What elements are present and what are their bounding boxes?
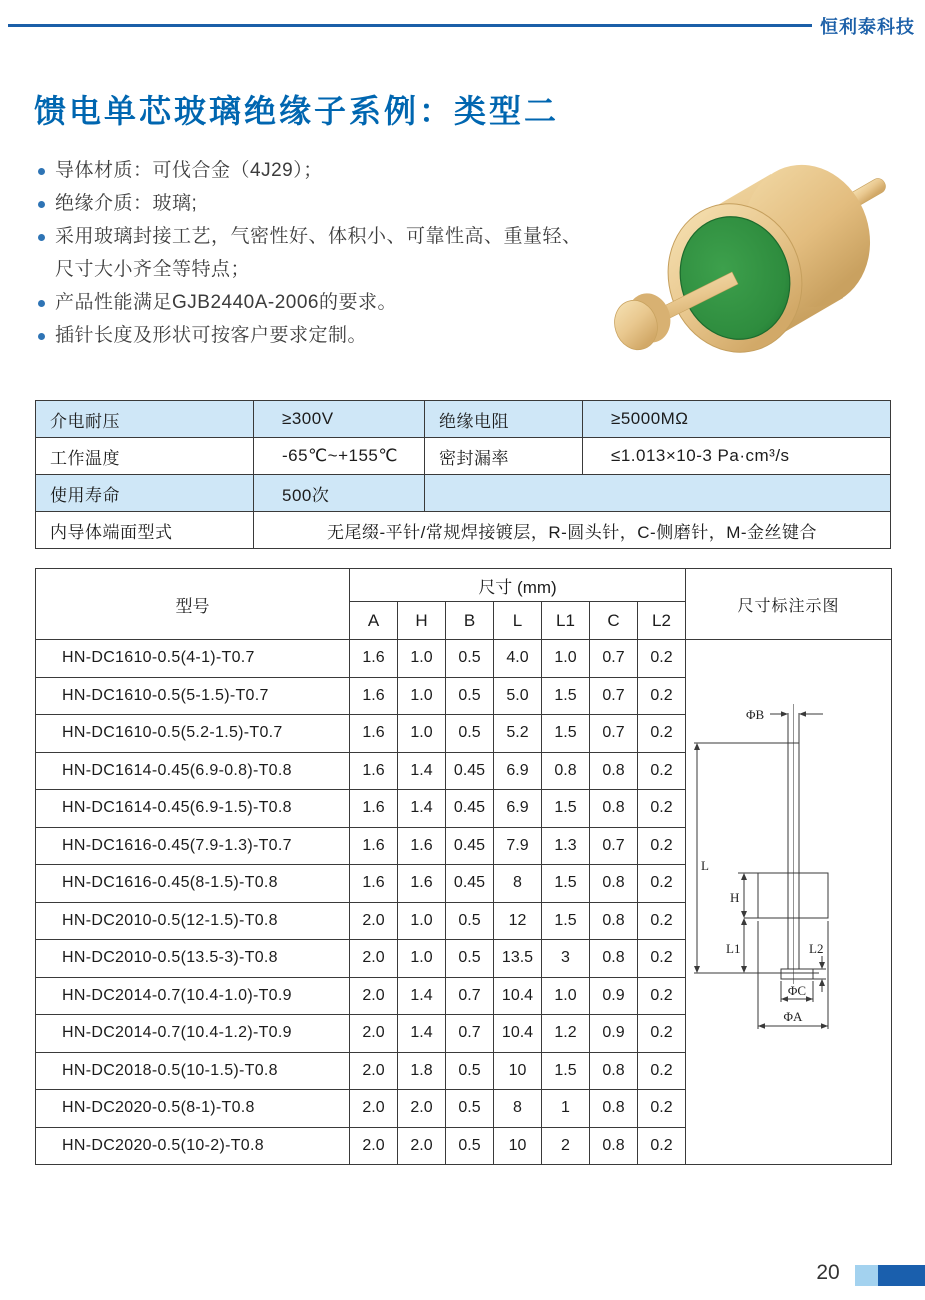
dim-value-cell: 1.5: [542, 790, 590, 828]
dim-value-cell: 0.2: [638, 640, 686, 678]
dim-value-cell: 0.45: [446, 865, 494, 903]
model-cell: HN-DC1610-0.5(4-1)-T0.7: [36, 640, 350, 678]
table-row: [36, 1090, 686, 1128]
col-header-L: L: [494, 602, 542, 640]
dim-value-cell: 0.2: [638, 940, 686, 978]
spec-label: 使用寿命: [36, 475, 254, 512]
company-name: 恒利泰科技: [820, 17, 915, 37]
dim-value-cell: 2.0: [398, 1127, 446, 1165]
dim-value-cell: 0.8: [590, 1052, 638, 1090]
dim-value-cell: 0.7: [446, 977, 494, 1015]
dim-value-cell: 0.5: [446, 677, 494, 715]
spec-empty-cell: [425, 475, 891, 512]
dim-value-cell: 1.0: [398, 677, 446, 715]
dim-value-cell: 10: [494, 1127, 542, 1165]
dim-table-body: [36, 640, 686, 1165]
spec-label: 工作温度: [36, 438, 254, 475]
page-number: 20: [816, 1261, 840, 1284]
dim-value-cell: 2.0: [350, 1015, 398, 1053]
col-header-L2: L2: [638, 602, 686, 640]
model-cell: HN-DC1610-0.5(5-1.5)-T0.7: [36, 677, 350, 715]
dim-value-cell: 2.0: [350, 1090, 398, 1128]
feature-item: [38, 325, 603, 347]
dim-value-cell: 1.6: [350, 827, 398, 865]
dim-value-cell: 0.2: [638, 715, 686, 753]
feature-text: 采用玻璃封接工艺，气密性好、体积小、可靠性高、重量轻、: [55, 226, 582, 247]
model-cell: HN-DC1614-0.45(6.9-1.5)-T0.8: [36, 790, 350, 828]
model-cell: HN-DC1614-0.45(6.9-0.8)-T0.8: [36, 752, 350, 790]
model-cell: HN-DC2010-0.5(13.5-3)-T0.8: [36, 940, 350, 978]
spec-value: ≥5000MΩ: [583, 401, 891, 438]
dim-label-L: L: [701, 858, 709, 873]
spec-row-lifetime: [36, 475, 891, 512]
dim-label-L1: L1: [726, 941, 741, 956]
dim-value-cell: 1.6: [398, 865, 446, 903]
feature-text: 尺寸大小齐全等特点；: [55, 259, 251, 280]
dim-value-cell: 1: [542, 1090, 590, 1128]
table-row: [36, 715, 686, 753]
table-row: [36, 752, 686, 790]
col-header-A: A: [350, 602, 398, 640]
dim-value-cell: 0.8: [590, 940, 638, 978]
dim-value-cell: 2.0: [350, 940, 398, 978]
dim-value-cell: 0.5: [446, 902, 494, 940]
dim-value-cell: 1.4: [398, 1015, 446, 1053]
dim-value-cell: 0.2: [638, 865, 686, 903]
dim-value-cell: 5.0: [494, 677, 542, 715]
feature-item: [38, 226, 603, 248]
dim-value-cell: 1.6: [350, 677, 398, 715]
dim-value-cell: 2: [542, 1127, 590, 1165]
dim-value-cell: 0.2: [638, 1127, 686, 1165]
col-header-L1: L1: [542, 602, 590, 640]
dim-header-row-1: [36, 569, 686, 602]
page-title: 馈电单芯玻璃绝缘子系例：类型二: [34, 93, 560, 129]
feature-text: 产品性能满足GJB2440A-2006的要求。: [55, 292, 397, 313]
spec-row-temperature: [36, 438, 891, 475]
table-row: [36, 677, 686, 715]
spec-row-voltage: [36, 401, 891, 438]
dim-value-cell: 0.8: [590, 1127, 638, 1165]
dim-value-cell: 0.8: [590, 790, 638, 828]
spec-label: 密封漏率: [425, 438, 583, 475]
dim-value-cell: 1.0: [398, 715, 446, 753]
dim-value-cell: 1.6: [350, 865, 398, 903]
table-row: [36, 640, 686, 678]
dim-label-phiC: ΦC: [787, 983, 807, 998]
dimension-diagram-column: [685, 568, 892, 1165]
dim-value-cell: 1.5: [542, 715, 590, 753]
dim-value-cell: 0.2: [638, 1015, 686, 1053]
dim-value-cell: 2.0: [350, 902, 398, 940]
dim-value-cell: 13.5: [494, 940, 542, 978]
dim-value-cell: 0.45: [446, 752, 494, 790]
dim-value-cell: 6.9: [494, 790, 542, 828]
dim-value-cell: 0.2: [638, 902, 686, 940]
feature-item: [38, 160, 603, 182]
dim-value-cell: 1.5: [542, 902, 590, 940]
model-cell: HN-DC1616-0.45(8-1.5)-T0.8: [36, 865, 350, 903]
dim-value-cell: 0.5: [446, 640, 494, 678]
footer-accent-light: [855, 1265, 878, 1286]
dim-value-cell: 0.45: [446, 790, 494, 828]
dim-value-cell: 1.6: [350, 790, 398, 828]
dim-value-cell: 0.2: [638, 1090, 686, 1128]
feature-item: [38, 193, 603, 215]
dim-value-cell: 0.5: [446, 715, 494, 753]
table-row: [36, 790, 686, 828]
dim-value-cell: 3: [542, 940, 590, 978]
dimension-diagram: [686, 640, 891, 1164]
bullet-icon: [38, 300, 45, 307]
dim-value-cell: 1.8: [398, 1052, 446, 1090]
dim-value-cell: 0.2: [638, 977, 686, 1015]
dim-value-cell: 4.0: [494, 640, 542, 678]
dim-value-cell: 6.9: [494, 752, 542, 790]
dim-value-cell: 0.5: [446, 1052, 494, 1090]
model-column-header: 型号: [36, 569, 350, 640]
dim-value-cell: 10.4: [494, 977, 542, 1015]
dim-value-cell: 1.0: [542, 977, 590, 1015]
dim-value-cell: 0.2: [638, 677, 686, 715]
dim-value-cell: 0.7: [590, 827, 638, 865]
dim-label-phiB: ΦB: [746, 707, 765, 722]
model-cell: HN-DC2020-0.5(8-1)-T0.8: [36, 1090, 350, 1128]
table-row: [36, 902, 686, 940]
insulator-body: [649, 156, 888, 370]
model-cell: HN-DC1616-0.45(7.9-1.3)-T0.7: [36, 827, 350, 865]
dim-value-cell: 0.7: [590, 715, 638, 753]
dim-value-cell: 1.4: [398, 790, 446, 828]
model-cell: HN-DC2010-0.5(12-1.5)-T0.8: [36, 902, 350, 940]
model-cell: HN-DC2020-0.5(10-2)-T0.8: [36, 1127, 350, 1165]
footer-accent-dark: [878, 1265, 925, 1286]
table-row: [36, 827, 686, 865]
table-row: [36, 977, 686, 1015]
dim-value-cell: 0.8: [590, 1090, 638, 1128]
spec-label: 内导体端面型式: [36, 512, 254, 549]
dim-value-cell: 0.9: [590, 977, 638, 1015]
dim-value-cell: 0.8: [590, 865, 638, 903]
model-cell: HN-DC2014-0.7(10.4-1.0)-T0.9: [36, 977, 350, 1015]
model-cell: HN-DC1610-0.5(5.2-1.5)-T0.7: [36, 715, 350, 753]
dim-value-cell: 1.5: [542, 865, 590, 903]
spec-value: ≥300V: [254, 401, 425, 438]
feature-text: 导体材质：可伐合金（4J29）；: [55, 160, 323, 181]
bullet-icon: [38, 201, 45, 208]
col-header-C: C: [590, 602, 638, 640]
dim-value-cell: 0.5: [446, 1090, 494, 1128]
feature-item: [38, 292, 603, 314]
dim-value-cell: 7.9: [494, 827, 542, 865]
dim-value-cell: 0.7: [590, 640, 638, 678]
feature-item-continuation: [38, 259, 603, 281]
table-row: [36, 1015, 686, 1053]
dim-value-cell: 0.7: [446, 1015, 494, 1053]
table-row: [36, 940, 686, 978]
dim-value-cell: 10.4: [494, 1015, 542, 1053]
spec-label: 介电耐压: [36, 401, 254, 438]
dimensions-group-header: 尺寸 (mm): [350, 569, 686, 602]
bullet-icon: [38, 168, 45, 175]
table-row: [36, 865, 686, 903]
dim-value-cell: 0.5: [446, 940, 494, 978]
table-row: [36, 1052, 686, 1090]
dim-value-cell: 0.8: [590, 752, 638, 790]
dim-value-cell: 0.8: [590, 902, 638, 940]
dim-value-cell: 0.5: [446, 1127, 494, 1165]
dim-value-cell: 1.6: [398, 827, 446, 865]
spec-row-endface: [36, 512, 891, 549]
dim-value-cell: 0.2: [638, 752, 686, 790]
dimension-table: [35, 568, 686, 1165]
dim-value-cell: 1.5: [542, 1052, 590, 1090]
dim-value-cell: 0.9: [590, 1015, 638, 1053]
dim-value-cell: 1.5: [542, 677, 590, 715]
dim-value-cell: 1.2: [542, 1015, 590, 1053]
col-header-H: H: [398, 602, 446, 640]
dim-value-cell: 1.4: [398, 977, 446, 1015]
dim-value-cell: 2.0: [350, 1127, 398, 1165]
table-row: [36, 1127, 686, 1165]
diagram-header: 尺寸标注示图: [686, 569, 891, 640]
dim-value-cell: 1.4: [398, 752, 446, 790]
bullet-icon: [38, 333, 45, 340]
dim-label-H: H: [730, 890, 740, 905]
dim-value-cell: 1.0: [398, 940, 446, 978]
spec-value: ≤1.013×10-3 Pa·cm³/s: [583, 438, 891, 475]
spec-value: -65℃~+155℃: [254, 438, 425, 475]
dim-value-cell: 1.0: [398, 902, 446, 940]
model-cell: HN-DC2014-0.7(10.4-1.2)-T0.9: [36, 1015, 350, 1053]
bullet-icon: [38, 234, 45, 241]
spec-value: 500次: [254, 475, 425, 512]
spec-label: 绝缘电阻: [425, 401, 583, 438]
dim-value-cell: 1.0: [398, 640, 446, 678]
dim-value-cell: 1.0: [542, 640, 590, 678]
dim-value-cell: 1.6: [350, 715, 398, 753]
dim-value-cell: 1.3: [542, 827, 590, 865]
dim-value-cell: 2.0: [350, 977, 398, 1015]
feature-list: [38, 160, 603, 358]
dimension-table-section: [35, 568, 892, 1165]
header-divider-line: [8, 24, 812, 27]
dim-value-cell: 10: [494, 1052, 542, 1090]
dim-value-cell: 0.8: [542, 752, 590, 790]
spec-value: 无尾缀-平针/常规焊接镀层，R-圆头针，C-侧磨针，M-金丝键合: [254, 512, 891, 549]
dim-value-cell: 8: [494, 865, 542, 903]
dim-value-cell: 8: [494, 1090, 542, 1128]
spec-table: [35, 400, 891, 549]
model-cell: HN-DC2018-0.5(10-1.5)-T0.8: [36, 1052, 350, 1090]
dim-value-cell: 1.6: [350, 640, 398, 678]
dim-value-cell: 0.2: [638, 1052, 686, 1090]
dim-value-cell: 2.0: [398, 1090, 446, 1128]
dim-value-cell: 2.0: [350, 1052, 398, 1090]
dim-value-cell: 1.6: [350, 752, 398, 790]
dim-value-cell: 0.7: [590, 677, 638, 715]
dim-label-phiA: ΦA: [783, 1009, 803, 1024]
dim-value-cell: 0.2: [638, 827, 686, 865]
dim-value-cell: 12: [494, 902, 542, 940]
dim-value-cell: 0.45: [446, 827, 494, 865]
dim-value-cell: 0.2: [638, 790, 686, 828]
product-3d-image: [585, 156, 900, 370]
dim-value-cell: 5.2: [494, 715, 542, 753]
feature-text: 绝缘介质：玻璃;: [55, 193, 198, 214]
col-header-B: B: [446, 602, 494, 640]
feature-text: 插针长度及形状可按客户要求定制。: [55, 325, 368, 346]
dim-label-L2: L2: [809, 941, 824, 956]
disc-outline: [781, 969, 813, 979]
